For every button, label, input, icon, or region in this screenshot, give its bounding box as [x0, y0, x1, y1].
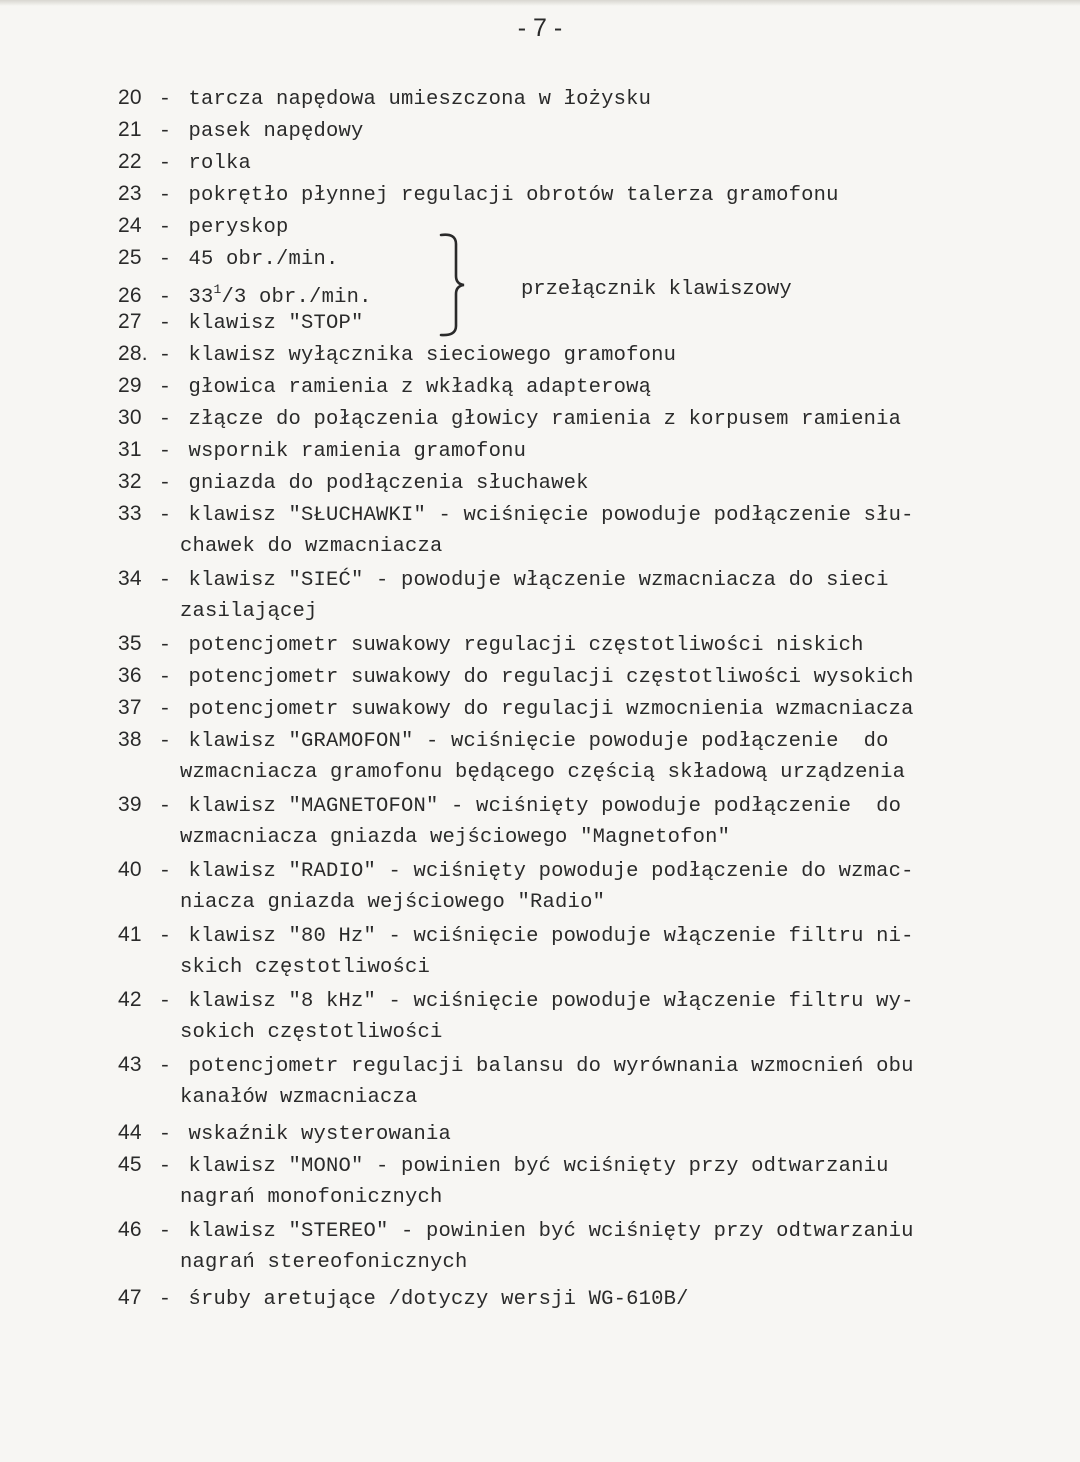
item-separator: - — [158, 698, 172, 721]
item-text: wskaźnik wysterowania — [188, 1123, 452, 1146]
list-item — [118, 1151, 889, 1181]
item-number: 34 — [118, 567, 142, 590]
item-number: 44 — [118, 1121, 142, 1144]
item-text-continuation: chawek do wzmacniacza — [180, 535, 443, 558]
item-number: 46 — [118, 1218, 142, 1241]
list-item — [118, 856, 914, 886]
item-text — [188, 282, 372, 309]
item-text-continuation: skich częstotliwości — [180, 956, 431, 979]
list-item — [118, 921, 914, 951]
list-item — [118, 180, 839, 210]
item-text: klawisz "RADIO" - wciśnięty powoduje podłączenie do wzmac- — [188, 860, 914, 883]
list-item — [118, 1284, 689, 1314]
list-item — [118, 726, 889, 756]
list-item — [118, 1051, 914, 1081]
item-text: klawisz "STEREO" - powinien być wciśnięty przy odtwarzaniu — [188, 1220, 914, 1243]
item-number: 38 — [118, 728, 142, 751]
item-text: potencjometr regulacji balansu do wyrównania wzmocnień obu — [188, 1055, 914, 1078]
item-text: potencjometr suwakowy do regulacji wzmocnienia wzmacniacza — [188, 698, 914, 721]
item-separator: - — [158, 1220, 172, 1243]
item-text: potencjometr suwakowy do regulacji częstotliwości wysokich — [188, 666, 914, 689]
item-separator: - — [158, 795, 172, 818]
item-text: klawisz "MAGNETOFON" - wciśnięty powoduje podłączenie do — [188, 795, 902, 818]
item-text-rest: /3 obr./min. — [221, 286, 372, 309]
item-separator: - — [158, 666, 172, 689]
item-number: 31 — [118, 438, 142, 461]
list-item — [118, 404, 901, 434]
item-text-continuation: zasilającej — [180, 600, 318, 623]
item-separator: - — [158, 569, 172, 592]
item-number: 22 — [118, 150, 142, 173]
item-text: głowica ramienia z wkładką adapterową — [188, 376, 652, 399]
item-separator: - — [158, 408, 172, 431]
list-item — [118, 308, 364, 338]
item-number: 35 — [118, 632, 142, 655]
item-number: 24 — [118, 214, 142, 237]
item-number: 33 — [118, 502, 142, 525]
item-separator: - — [158, 184, 172, 207]
item-separator: - — [158, 1288, 172, 1311]
item-separator: - — [158, 990, 172, 1013]
page-number: - 7 - — [517, 14, 563, 42]
item-text: klawisz "GRAMOFON" - wciśnięcie powoduje podłączenie do — [188, 730, 889, 753]
list-item — [118, 1119, 451, 1149]
list-item — [118, 340, 676, 370]
item-separator: - — [158, 216, 172, 239]
list-item — [118, 84, 651, 114]
list-item — [118, 500, 914, 530]
item-text: rolka — [188, 152, 252, 175]
list-item — [118, 986, 914, 1016]
item-number: 28. — [118, 342, 148, 365]
list-item — [118, 662, 914, 692]
item-text-continuation: wzmacniacza gniazda wejściowego "Magnetofon" — [180, 826, 731, 849]
item-text: złącze do połączenia głowicy ramienia z korpusem ramienia — [188, 408, 902, 431]
list-item — [118, 791, 901, 821]
right-brace — [436, 232, 470, 338]
item-number: 32 — [118, 470, 142, 493]
item-number: 47 — [118, 1286, 142, 1309]
item-number: 21 — [118, 118, 142, 141]
item-text: tarcza napędowa umieszczona w łożysku — [188, 88, 652, 111]
item-separator: - — [158, 730, 172, 753]
item-separator: - — [158, 248, 172, 271]
item-separator: - — [158, 1055, 172, 1078]
item-text-continuation: kanałów wzmacniacza — [180, 1086, 418, 1109]
item-text-continuation: sokich częstotliwości — [180, 1021, 443, 1044]
list-item — [118, 630, 864, 660]
list-item — [118, 436, 526, 466]
item-text-continuation: nagrań monofonicznych — [180, 1186, 443, 1209]
list-item — [118, 212, 289, 242]
item-text: wspornik ramienia gramofonu — [188, 440, 527, 463]
item-separator: - — [158, 312, 172, 335]
item-separator: - — [158, 376, 172, 399]
item-separator: - — [158, 1155, 172, 1178]
item-number: 26 — [118, 284, 142, 307]
item-text: pasek napędowy — [188, 120, 364, 143]
item-separator: - — [158, 472, 172, 495]
item-separator: - — [158, 634, 172, 657]
item-separator: - — [158, 286, 172, 309]
item-text: klawisz "8 kHz" - wciśnięcie powoduje włączenie filtru wy- — [188, 990, 914, 1013]
item-text: peryskop — [188, 216, 289, 239]
item-number: 40 — [118, 858, 142, 881]
item-text: 45 obr./min. — [188, 248, 339, 271]
item-text: pokrętło płynnej regulacji obrotów talerza gramofonu — [188, 184, 839, 207]
item-number: 36 — [118, 664, 142, 687]
item-text: potencjometr suwakowy regulacji częstotliwości niskich — [188, 634, 864, 657]
item-text-continuation: niacza gniazda wejściowego "Radio" — [180, 891, 606, 914]
item-text-continuation: nagrań stereofonicznych — [180, 1251, 468, 1274]
list-item — [118, 694, 914, 724]
item-text: klawisz "STOP" — [188, 312, 364, 335]
item-number: 29 — [118, 374, 142, 397]
item-text-continuation: wzmacniacza gramofonu będącego częścią składową urządzenia — [180, 761, 906, 784]
item-number: 41 — [118, 923, 142, 946]
item-text: śruby aretujące /dotyczy wersji WG-610B/ — [188, 1288, 689, 1311]
item-text: klawisz "80 Hz" - wciśnięcie powoduje włączenie filtru ni- — [188, 925, 914, 948]
item-number: 39 — [118, 793, 142, 816]
item-number: 27 — [118, 310, 142, 333]
item-number: 30 — [118, 406, 142, 429]
list-item — [118, 1216, 914, 1246]
item-number: 25 — [118, 246, 142, 269]
item-text: gniazda do podłączenia słuchawek — [188, 472, 589, 495]
item-separator: - — [158, 344, 172, 367]
item-number: 20 — [118, 86, 142, 109]
list-item — [118, 148, 251, 178]
brace-label: przełącznik klawiszowy — [521, 278, 792, 301]
item-number: 42 — [118, 988, 142, 1011]
item-separator: - — [158, 860, 172, 883]
item-text: klawisz "MONO" - powinien być wciśnięty przy odtwarzaniu — [188, 1155, 889, 1178]
item-text: klawisz "SŁUCHAWKI" - wciśnięcie powoduje podłączenie słu- — [188, 504, 914, 527]
item-text-superscript: 1 — [213, 282, 222, 297]
item-separator: - — [158, 152, 172, 175]
item-number: 37 — [118, 696, 142, 719]
list-item — [118, 372, 651, 402]
item-number: 23 — [118, 182, 142, 205]
item-separator: - — [158, 440, 172, 463]
page-top-edge — [0, 0, 1080, 6]
list-item — [118, 116, 364, 146]
list-item — [118, 468, 589, 498]
item-separator: - — [158, 88, 172, 111]
item-separator: - — [158, 120, 172, 143]
item-number: 43 — [118, 1053, 142, 1076]
item-number: 45 — [118, 1153, 142, 1176]
list-item — [118, 276, 372, 312]
item-separator: - — [158, 504, 172, 527]
list-item — [118, 565, 889, 595]
item-text: klawisz wyłącznika sieciowego gramofonu — [188, 344, 677, 367]
item-text-main: 33 — [188, 286, 214, 309]
list-item — [118, 244, 339, 274]
item-text: klawisz "SIEĆ" - powoduje włączenie wzmacniacza do sieci — [188, 569, 889, 592]
item-separator: - — [158, 1123, 172, 1146]
item-separator: - — [158, 925, 172, 948]
